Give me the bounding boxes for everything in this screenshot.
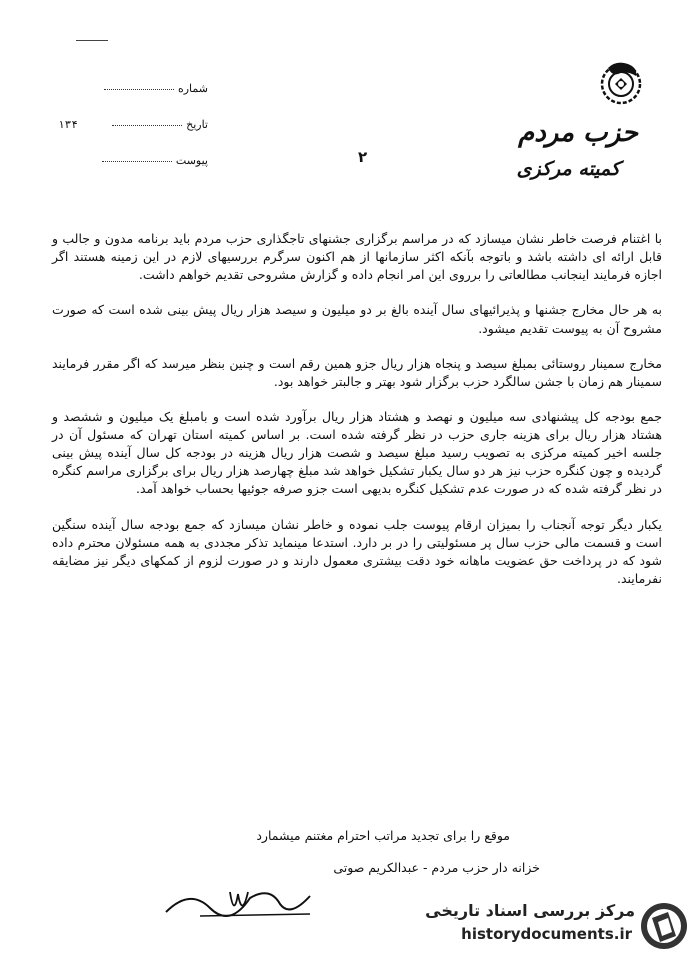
letter-body	[52, 230, 662, 605]
handwritten-signature	[160, 878, 320, 924]
date-field	[58, 118, 208, 131]
archive-logo-icon	[638, 900, 690, 952]
archive-title: مرکز بررسی اسناد تاریخی	[425, 901, 635, 920]
date-label: تاریخ	[186, 118, 208, 131]
body-paragraph-4: جمع بودجه کل پیشنهادی سه میلیون و نهصد و هشتاد هزار ریال برآورد شده است و بامبلغ یک میلیون و ششصد و هشتاد هزار ریال برای هزینه جاری حزب در نظر گرفته شده است. بر اساس کمیته استان تهران که مسئول آن در جلسه اخیر کمیته مرکزی به تصویب رسید مبلغ سیصد و شصت هزار ریال هزینه در بودجه کل سال آینده پیش بینی گردیده و چون کنگره حزب نیز هر دو سال یکبار تشکیل خواهد شد مبلغ چهارصد هزار ریال برای برگزاری مراسم کنگره در نظر گرفته شده که در صورت عدم تشکیل کنگره بدیهی است جزو صرفه جوئیها بحساب خواهد آمد.	[52, 408, 662, 497]
body-paragraph-5: یکبار دیگر توجه آنجناب را بمیزان ارقام پیوست جلب نموده و خاطر نشان میسازد که جمع بودجه سال آینده سنگین است و قسمت مالی حزب سال پر مسئولیتی را در بر دارد. استدعا مینماید تذکر مجددی به همه مسئولان محترم داده شود که در پرداخت حق عضویت ماهانه خود دقت بیشتری معمول دارند و در صورت لزوم از کمکهای دیگر نیز مضایقه نفرمایند.	[52, 516, 662, 586]
closing-regards: موقع را برای تجدید مراتب احترام مغتنم میشمارد	[256, 828, 510, 843]
attachment-label: پیوست	[175, 154, 208, 167]
archive-site: historydocuments.ir	[461, 925, 632, 943]
attachment-field	[58, 154, 208, 167]
number-label: شماره	[177, 82, 208, 95]
number-field	[58, 82, 208, 95]
org-name: حزب مردم	[518, 118, 638, 148]
org-subtitle: کمیته مرکزی	[516, 158, 620, 180]
party-emblem-icon	[598, 58, 644, 106]
body-paragraph-3: مخارج سمینار روستائی بمبلغ سیصد و پنجاه هزار ریال جزو همین رقم است و چنین بنظر میرسد که اگر مقرر فرمایند سمینار هم زمان با جشن سالگرد حزب برگزار شود بهتر و جالبتر خواهد بود.	[52, 355, 662, 389]
page-number: ۲	[358, 148, 368, 166]
signatory-title: خزانه دار حزب مردم - عبدالکریم صوتی	[333, 860, 540, 875]
body-paragraph-2: به هر حال مخارج جشنها و پذیرائیهای سال آینده بالغ بر دو میلیون و سیصد هزار ریال پیش بینی شده است که صورت مشروح آن به پیوست تقدیم میشود.	[52, 302, 662, 336]
body-paragraph-1: با اغتنام فرصت خاطر نشان میسازد که در مراسم برگزاری جشنهای تاجگذاری حزب مردم باید برنامه مدون و جالب و قابل ارائه ای داشته باشد و باتوجه بآنکه اکثر سازمانها از هم اکنون سرگرم بررسیهای لازم در این زمینه هستند اگر اجازه فرمایند اینجانب مطالعاتی را برروی این امر انجام داده و گزارش مشروحی تقدیم خواهم داشت.	[52, 231, 662, 283]
date-value: ۱۳۴	[58, 118, 78, 131]
archive-watermark	[420, 898, 690, 954]
top-mark	[76, 40, 108, 41]
